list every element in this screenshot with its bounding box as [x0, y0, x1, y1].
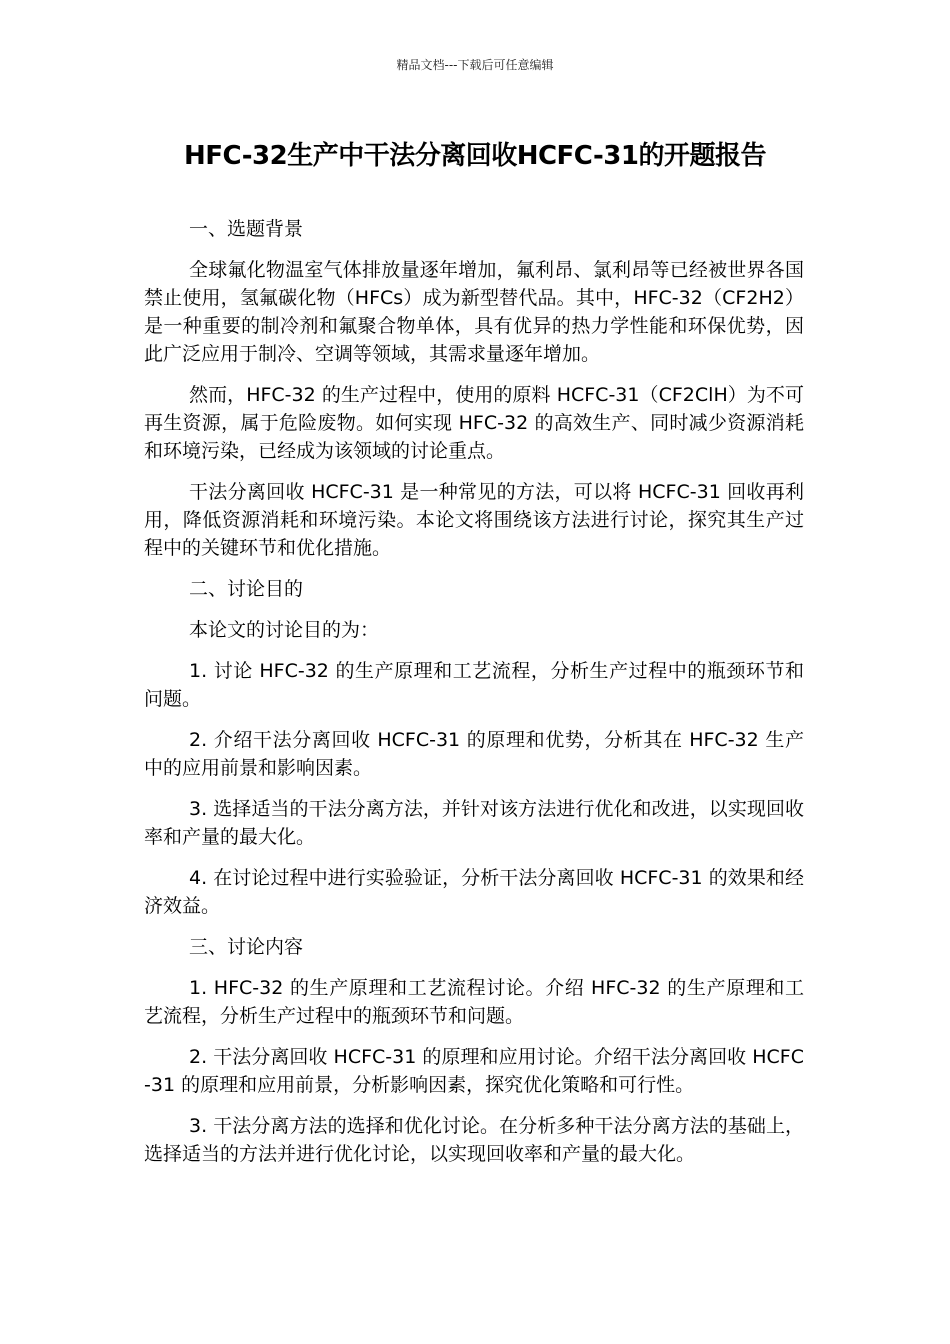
document-title: HFC-32生产中干法分离回收HCFC-31的开题报告 [184, 141, 766, 171]
list-item: 1. 讨论 HFC-32 的生产原理和工艺流程，分析生产过程中的瓶颈环节和问题。 [144, 660, 804, 710]
paragraph: 干法分离回收 HCFC-31 是一种常见的方法，可以将 HCFC-31 回收再利用，降低资源消耗和环境污染。本论文将围绕该方法进行讨论，探究其生产过程中的关键环节和优化措施。 [144, 481, 804, 559]
section-content [144, 933, 804, 1168]
list-item: 3. 干法分离方法的选择和优化讨论。在分析多种干法分离方法的基础上，选择适当的方法并进行优化讨论，以实现回收率和产量的最大化。 [144, 1115, 804, 1165]
section-heading: 一、选题背景 [189, 218, 304, 240]
document-body [144, 215, 804, 1181]
list-item: 2. 介绍干法分离回收 HCFC-31 的原理和优势，分析其在 HFC-32 生产中的应用前景和影响因素。 [144, 729, 804, 779]
paragraph: 全球氟化物温室气体排放量逐年增加，氟利昂、氯利昂等已经被世界各国禁止使用，氢氟碳化物（HFCs）成为新型替代品。其中，HFC-32（CF2H2）是一种重要的制冷剂和氟聚合物单体，具有优异的热力学性能和环保优势，因此广泛应用于制冷、空调等领域，其需求量逐年增加。 [144, 259, 804, 365]
paragraph: 然而，HFC-32 的生产过程中，使用的原料 HCFC-31（CF2ClH）为不可再生资源，属于危险废物。如何实现 HFC-32 的高效生产、同时减少资源消耗和环境污染，已经成为该领域的讨论重点。 [144, 384, 804, 462]
section-purpose [144, 575, 804, 920]
section-heading: 三、讨论内容 [189, 936, 304, 958]
list-item: 4. 在讨论过程中进行实验验证，分析干法分离回收 HCFC-31 的效果和经济效益。 [144, 867, 804, 917]
page-header-watermark: 精品文档---下载后可任意编辑 [396, 58, 554, 72]
section-background [144, 215, 804, 562]
list-item: 2. 干法分离回收 HCFC-31 的原理和应用讨论。介绍干法分离回收 HCFC-31 的原理和应用前景，分析影响因素，探究优化策略和可行性。 [144, 1046, 804, 1096]
section-heading: 二、讨论目的 [189, 578, 304, 600]
list-item: 1. HFC-32 的生产原理和工艺流程讨论。介绍 HFC-32 的生产原理和工艺流程，分析生产过程中的瓶颈环节和问题。 [144, 977, 804, 1027]
paragraph: 本论文的讨论目的为： [189, 619, 380, 641]
list-item: 3. 选择适当的干法分离方法，并针对该方法进行优化和改进，以实现回收率和产量的最大化。 [144, 798, 804, 848]
